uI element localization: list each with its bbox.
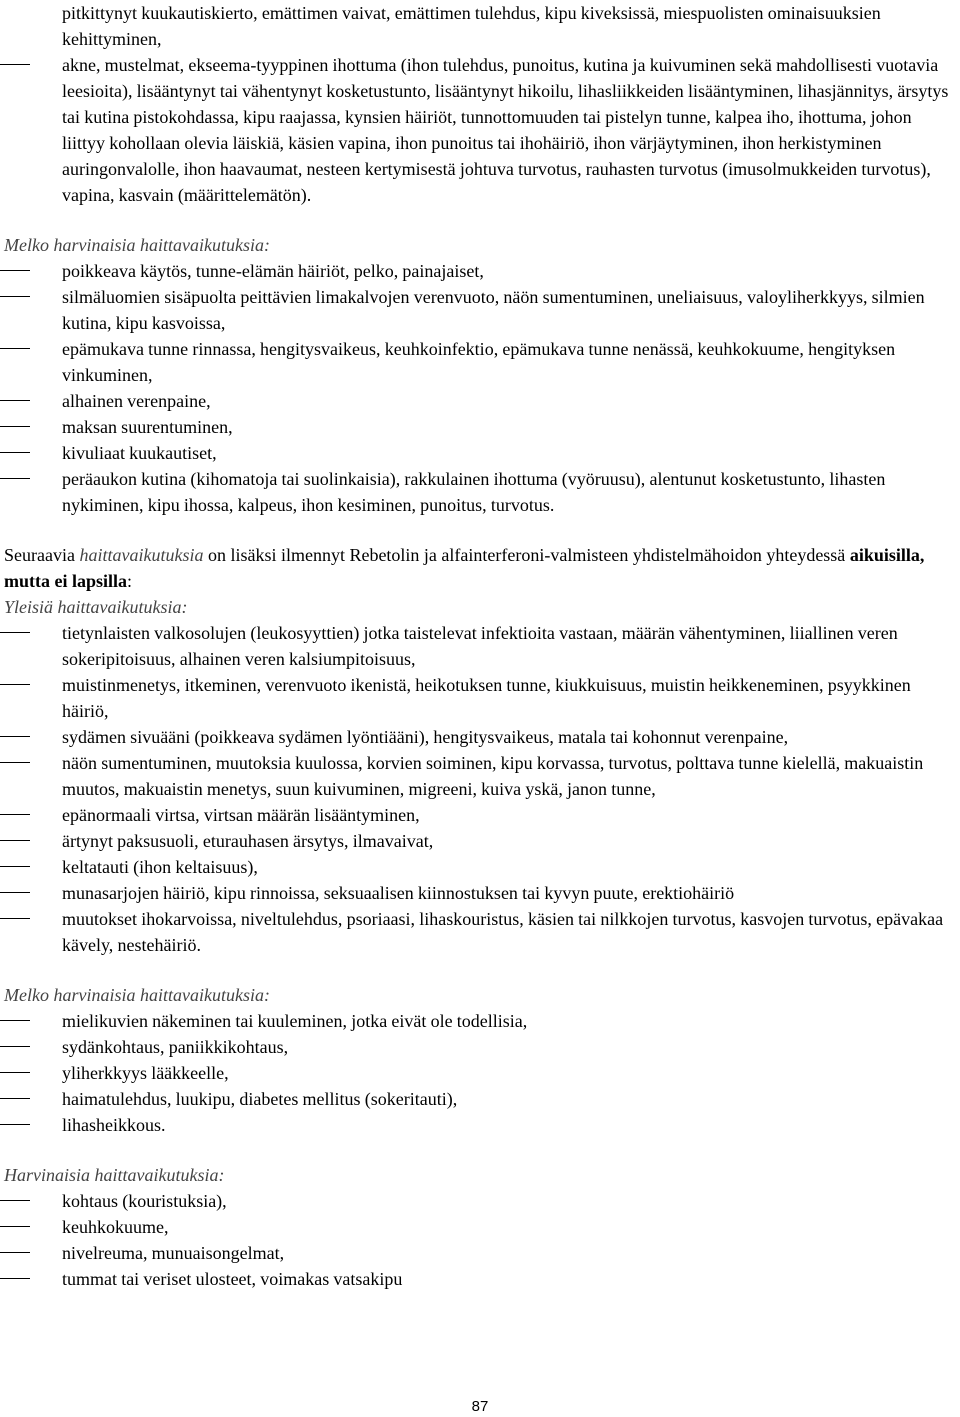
dash-bullet <box>0 1226 30 1227</box>
list-item <box>0 802 960 828</box>
page-number: 87 <box>471 1398 489 1415</box>
dash-bullet <box>0 296 30 297</box>
list-item-text: sydämen sivuääni (poikkeava sydämen lyöntiääni), hengitysvaikeus, matala tai kohonnut verenpaine, <box>62 727 789 747</box>
dash-bullet <box>0 1046 30 1047</box>
list-item-text: keuhkokuume, <box>62 1217 169 1237</box>
list-item <box>0 1188 960 1214</box>
list-item <box>0 672 960 724</box>
dash-bullet <box>0 1072 30 1073</box>
dash-bullet <box>0 1278 30 1279</box>
list-item <box>0 1034 960 1060</box>
list-item-text: ärtynyt paksusuoli, eturauhasen ärsytys, ilmavaivat, <box>62 831 434 851</box>
section-heading-yleisia: Yleisiä haittavaikutuksia: <box>4 597 188 617</box>
dash-bullet <box>0 684 30 685</box>
list-item-text: tummat tai veriset ulosteet, voimakas vatsakipu <box>62 1269 403 1289</box>
intro-text-2: haittavaikutuksia <box>79 545 204 565</box>
intro-text-5: : <box>127 571 133 591</box>
list-item-text: kivuliaat kuukautiset, <box>62 443 217 463</box>
dash-bullet <box>0 1020 30 1021</box>
intro-text-3: on lisäksi ilmennyt Rebetolin ja alfainterferoni-valmisteen yhdistelmähoidon yhteydessä <box>203 545 850 565</box>
list-item-text: peräaukon kutina (kihomatoja tai suolinkaisia), rakkulainen ihottuma (vyöruusu), alentunut kosketustunto, lihasten nykiminen, kipu ihossa, kalpeus, ihon kesiminen, punoitus, turvotus. <box>62 469 886 515</box>
intro-text-4: aikuisilla, mutta ei lapsilla <box>4 545 925 591</box>
dash-bullet <box>0 426 30 427</box>
list-item-text: muutokset ihokarvoissa, niveltulehdus, psoriaasi, lihaskouristus, käsien tai nilkkojen turvotus, kasvojen turvotus, epävakaa kävely, nestehäiriö. <box>62 909 944 955</box>
list-item <box>0 336 960 388</box>
dash-bullet <box>0 348 30 349</box>
list-item <box>0 1266 960 1292</box>
dash-bullet <box>0 1124 30 1125</box>
list-item <box>0 828 960 854</box>
list-item <box>0 440 960 466</box>
list-item-text: maksan suurentuminen, <box>62 417 233 437</box>
list-item-text: näön sumentuminen, muutoksia kuulossa, korvien soiminen, kipu korvassa, turvotus, polttava tunne kielellä, makuaistin muutos, makuaistin menetys, suun kuivuminen, migreeni, kuiva yskä, janon tunne, <box>62 753 924 799</box>
list-item <box>0 1112 960 1138</box>
list-item-text: akne, mustelmat, ekseema-tyyppinen ihottuma (ihon tulehdus, punoitus, kutina ja kuivuminen sekä mahdollisesti vuotavia leesioita), lisääntynyt tai vähentynyt kosketustunto, lisääntynyt hikoilu, lihasliikkeiden lisääntyminen, lihasjännitys, ärsytys tai kutina pistokohdassa, kipu raajassa, kynsien häiriöt, tunnottomuuden tai pistelyn tunne, kalpea iho, ihottuma, johon liittyy kohollaan olevia läiskiä, käsien vapina, ihon punoitus tai ihohäiriö, ihon värjäytyminen, ihon herkistyminen auringonvalolle, ihon haavaumat, nesteen kertymisestä johtuva turvotus, rauhasten turvotus (imusolmukkeiden turvotus), vapina, kasvain (määrittelemätön). <box>62 55 949 205</box>
list-item <box>0 750 960 802</box>
list-item <box>0 284 960 336</box>
list-item <box>0 1008 960 1034</box>
dash-bullet <box>0 840 30 841</box>
dash-bullet <box>0 892 30 893</box>
dash-bullet <box>0 866 30 867</box>
list-item-text: epämukava tunne rinnassa, hengitysvaikeus, keuhkoinfektio, epämukava tunne nenässä, keuhkokuume, hengityksen vinkuminen, <box>62 339 896 385</box>
dash-bullet <box>0 1200 30 1201</box>
list-item <box>0 1240 960 1266</box>
list-item-text: silmäluomien sisäpuolta peittävien limakalvojen verenvuoto, näön sumentuminen, uneliaisuus, valoyliherkkyys, silmien kutina, kipu kasvoissa, <box>62 287 925 333</box>
list-item-text: epänormaali virtsa, virtsan määrän lisääntyminen, <box>62 805 420 825</box>
list-item <box>0 854 960 880</box>
list-item-text: muistinmenetys, itkeminen, verenvuoto ikenistä, heikotuksen tunne, kiukkuisuus, muistin heikkeneminen, psyykkinen häiriö, <box>62 675 911 721</box>
dash-bullet <box>0 1252 30 1253</box>
list-item <box>0 52 960 208</box>
dash-bullet <box>0 1098 30 1099</box>
list-item-text: sydänkohtaus, paniikkikohtaus, <box>62 1037 289 1057</box>
dash-bullet <box>0 736 30 737</box>
list-item-text: tietynlaisten valkosolujen (leukosyyttien) jotka taistelevat infektioita vastaan, määrän vähentyminen, liiallinen veren sokeripitoisuus, alhainen veren kalsiumpitoisuus, <box>62 623 898 669</box>
intro-paragraph <box>0 542 960 594</box>
list-item <box>0 906 960 958</box>
list-item-text: poikkeava käytös, tunne-elämän häiriöt, pelko, painajaiset, <box>62 261 484 281</box>
list-item <box>0 388 960 414</box>
list-item-text: yliherkkyys lääkkeelle, <box>62 1063 229 1083</box>
intro-text-1: Seuraavia <box>4 545 80 565</box>
list-item <box>0 880 960 906</box>
dash-bullet <box>0 762 30 763</box>
list-item-text: keltatauti (ihon keltaisuus), <box>62 857 258 877</box>
section-heading-melko-harvinaisia: Melko harvinaisia haittavaikutuksia: <box>4 235 270 255</box>
list-item <box>0 1060 960 1086</box>
list-item-continuation <box>0 0 960 52</box>
list-item-text: nivelreuma, munuaisongelmat, <box>62 1243 285 1263</box>
section-heading-melko-harvinaisia-2: Melko harvinaisia haittavaikutuksia: <box>4 985 270 1005</box>
list-item-text: kohtaus (kouristuksia), <box>62 1191 227 1211</box>
dash-bullet <box>0 632 30 633</box>
list-item-text: haimatulehdus, luukipu, diabetes mellitus (sokeritauti), <box>62 1089 458 1109</box>
list-item <box>0 466 960 518</box>
list-item <box>0 414 960 440</box>
dash-bullet <box>0 270 30 271</box>
list-item-text: munasarjojen häiriö, kipu rinnoissa, seksuaalisen kiinnostuksen tai kyvyn puute, erektiohäiriö <box>62 883 735 903</box>
dash-bullet <box>0 918 30 919</box>
dash-bullet <box>0 478 30 479</box>
dash-bullet <box>0 64 30 65</box>
list-item <box>0 724 960 750</box>
dash-bullet <box>0 452 30 453</box>
list-item-text: lihasheikkous. <box>62 1115 166 1135</box>
dash-bullet <box>0 814 30 815</box>
list-item-text: pitkittynyt kuukautiskierto, emättimen vaivat, emättimen tulehdus, kipu kiveksissä, miespuolisten ominaisuuksien kehittyminen, <box>62 3 881 49</box>
list-item <box>0 258 960 284</box>
list-item-text: mielikuvien näkeminen tai kuuleminen, jotka eivät ole todellisia, <box>62 1011 528 1031</box>
section-heading-harvinaisia: Harvinaisia haittavaikutuksia: <box>4 1165 225 1185</box>
list-item <box>0 1086 960 1112</box>
list-item-text: alhainen verenpaine, <box>62 391 211 411</box>
dash-bullet <box>0 400 30 401</box>
list-item <box>0 1214 960 1240</box>
list-item <box>0 620 960 672</box>
